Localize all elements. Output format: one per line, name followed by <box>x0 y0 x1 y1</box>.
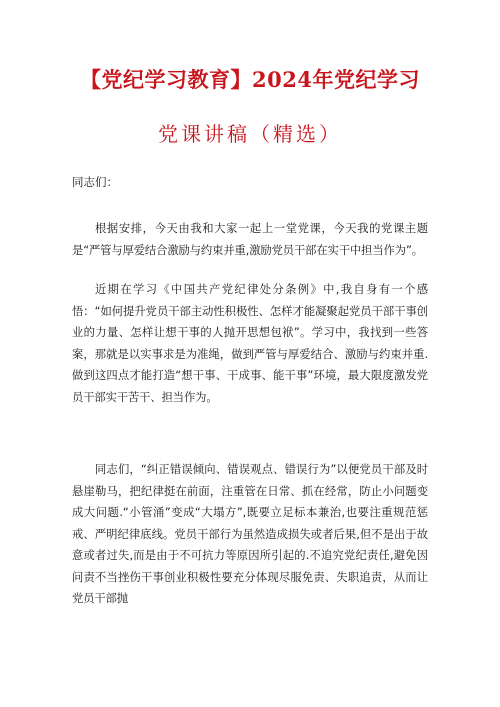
paragraph-1: 根据安排，今天由我和大家一起上一堂党课，今天我的党课主题是“严管与厚爱结合激励与约束并重,激励党员干部在实干中担当作为”。 <box>72 222 428 257</box>
paragraph-2: 近期在学习《中国共产党纪律处分条例》中,我自身有一个感悟：“如何提升党员干部主动性积极性、怎样才能凝聚起党员干部干事创业的力量、怎样让想干事的人抛开思想包袱”。学习中，我找到一些答案，那就是以实事求是为准绳，做到严管与厚爱结合、激励与约束并重.做到这四点才能打造“想干事、干成事、能干事”环境，最大限度激发党员干部实干苦干、担当作为。 <box>72 283 428 404</box>
document-title-line-2: 党课讲稿（精选） <box>158 122 342 146</box>
greeting: 同志们： <box>72 175 118 189</box>
paragraph-3: 同志们，“纠正错误倾向、错误观点、错误行为”以便党员干部及时悬崖勒马，把纪律挺在前面，注重管在日常、抓在经常，防止小问题变成大问题.“小管涌”变成“大塌方”,既要立足标本兼治,也要注重规范惩戒、严明纪律底线。党员干部行为虽然造成损失或者后果,但不是出于故意或者过失,而是由于不可抗力等原因所引起的.不追究党纪责任,避免因问责不当挫伤干事创业积极性要充分体现尽服免责、失职追责，从而让党员干部抛 <box>72 463 428 606</box>
document-title-line-1: 【党纪学习教育】2024年党纪学习 <box>80 67 420 92</box>
